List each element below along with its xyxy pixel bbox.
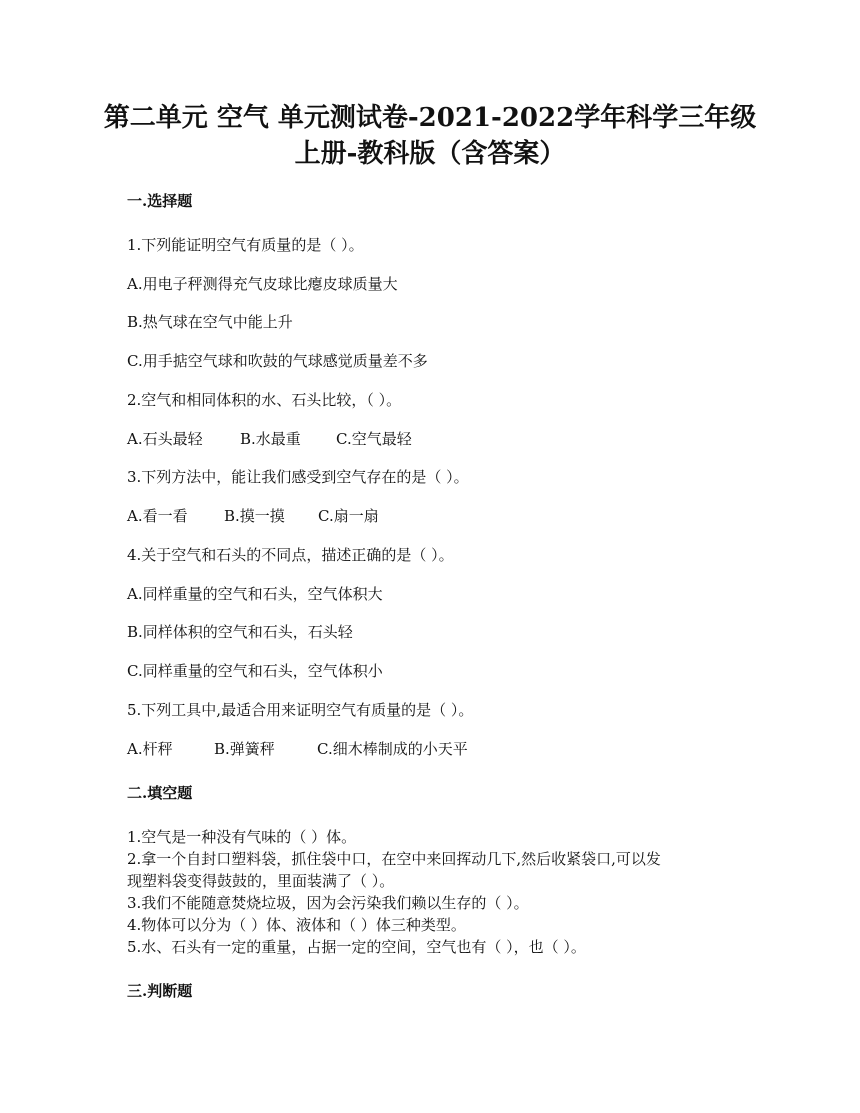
title-line-2: 上册-教科版（含答案） [294, 139, 566, 169]
title-line-1: 第二单元 空气 单元测试卷-2021-2022学年科学三年级 [103, 103, 757, 133]
section-heading-fill: 二.填空题 [127, 784, 193, 802]
question-3-option-c: C.扇一扇 [318, 507, 379, 525]
question-4-stem: 4.关于空气和石头的不同点，描述正确的是（ ）。 [127, 546, 454, 564]
question-3-stem: 3.下列方法中，能让我们感受到空气存在的是（ ）。 [127, 468, 469, 486]
question-2-stem: 2.空气和相同体积的水、石头比较，（ ）。 [127, 391, 402, 409]
fill-line-4: 3.我们不能随意焚烧垃圾，因为会污染我们赖以生存的（ ）。 [127, 894, 529, 912]
question-1-option-c: C.用手掂空气球和吹鼓的气球感觉质量差不多 [127, 352, 428, 370]
question-5-stem: 5.下列工具中,最适合用来证明空气有质量的是（ ）。 [127, 701, 474, 719]
section-heading-judge: 三.判断题 [127, 982, 193, 1000]
question-1-option-b: B.热气球在空气中能上升 [127, 313, 293, 331]
question-2-option-b: B.水最重 [240, 430, 301, 448]
question-5-option-c: C.细木棒制成的小天平 [317, 740, 468, 758]
section-heading-choice: 一.选择题 [127, 192, 193, 210]
question-4-option-a: A.同样重量的空气和石头，空气体积大 [127, 585, 383, 603]
question-2-option-a: A.石头最轻 [127, 430, 203, 448]
question-5-options [127, 739, 468, 759]
fill-line-1: 1.空气是一种没有气味的（ ）体。 [127, 828, 357, 846]
fill-line-5: 4.物体可以分为（ ）体、液体和（ ）体三种类型。 [127, 916, 466, 934]
question-1-stem: 1.下列能证明空气有质量的是（ ）。 [127, 236, 364, 254]
question-1-option-a: A.用电子秤测得充气皮球比瘪皮球质量大 [127, 275, 398, 293]
fill-line-3: 现塑料袋变得鼓鼓的，里面装满了（ ）。 [127, 872, 395, 890]
fill-line-6: 5.水、石头有一定的重量，占据一定的空间，空气也有（ ），也（ ）。 [127, 938, 586, 956]
question-5-option-b: B.弹簧秤 [214, 740, 275, 758]
question-2-options [127, 429, 412, 449]
question-3-option-b: B.摸一摸 [224, 507, 285, 525]
question-3-option-a: A.看一看 [127, 507, 188, 525]
question-5-option-a: A.杆秤 [127, 740, 173, 758]
question-4-option-b: B.同样体积的空气和石头，石头轻 [127, 623, 353, 641]
question-2-option-c: C.空气最轻 [336, 430, 412, 448]
question-3-options [127, 506, 379, 526]
document-title [60, 100, 800, 172]
fill-line-2: 2.拿一个自封口塑料袋，抓住袋中口，在空中来回挥动几下,然后收紧袋口,可以发 [127, 850, 661, 868]
question-4-option-c: C.同样重量的空气和石头，空气体积小 [127, 662, 383, 680]
